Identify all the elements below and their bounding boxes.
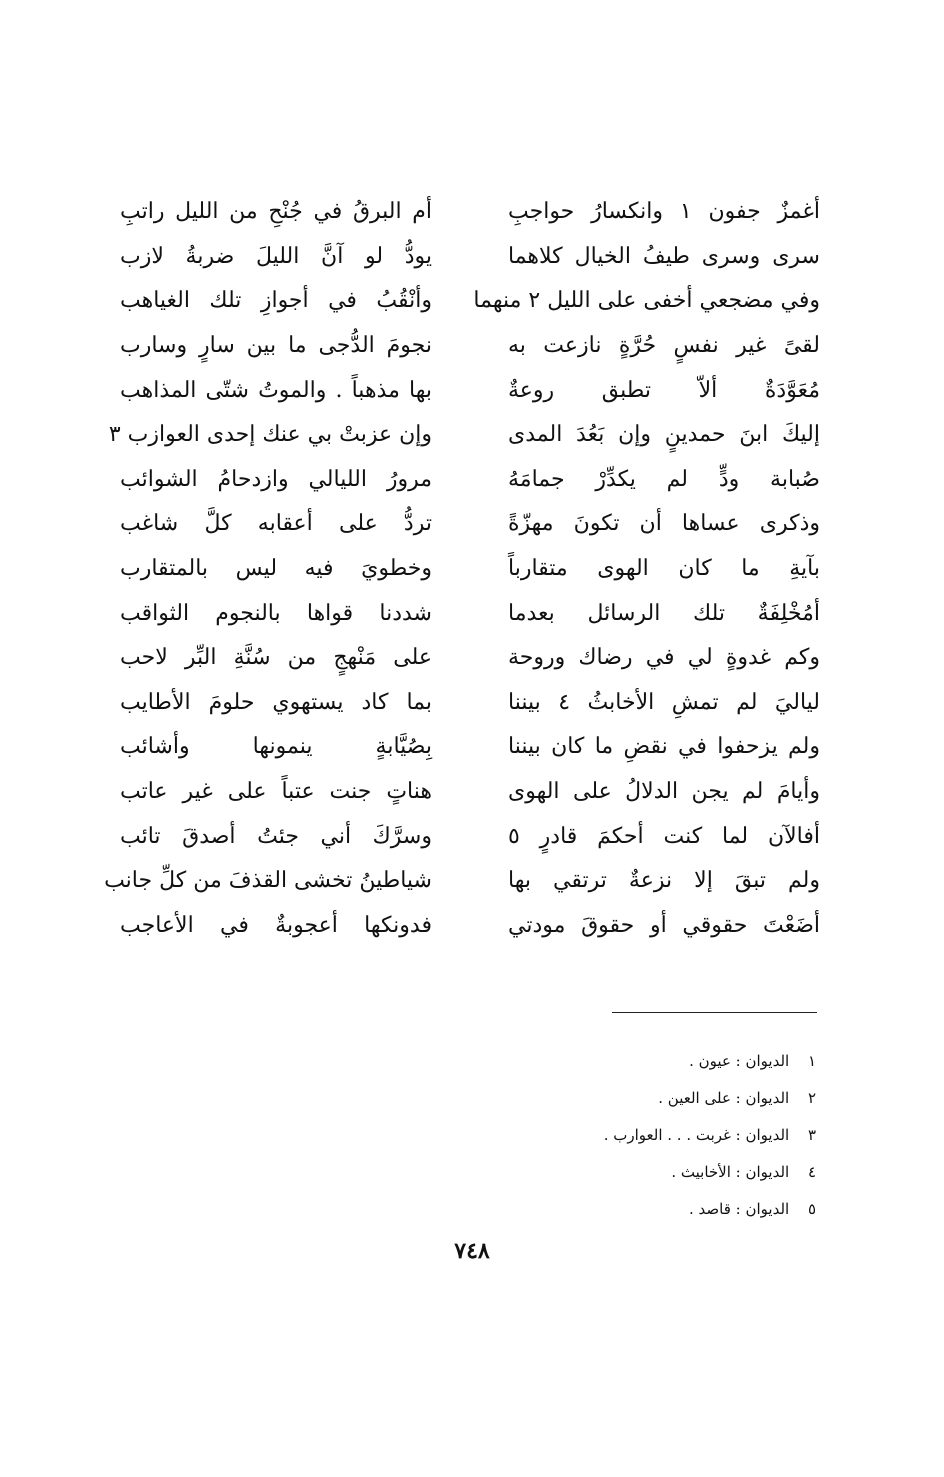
verse-first-hemistich: ولم يزحفوا في نقضِ ما كان بيننا (508, 734, 820, 760)
verse-second-hemistich: يودُّ لو آنَّ الليلَ ضربةُ لازب (120, 243, 432, 269)
verse-first-hemistich: مُعَوَّدَةٌ ألاّ تطبق روعةٌ (508, 377, 820, 403)
verse (120, 591, 820, 636)
verse (120, 725, 820, 770)
footnote-text: الديوان : قاصد . (689, 1200, 790, 1218)
verse-second-hemistich: شددنا قواها بالنجوم الثواقب (120, 600, 432, 626)
footnote-text: الديوان : على العين . (658, 1089, 790, 1107)
footnote-number: ٣ (807, 1126, 816, 1144)
verse (120, 904, 820, 949)
page-number: ٧٤٨ (454, 1238, 490, 1264)
verse-second-hemistich: تردُّ على أعقابه كلَّ شاغب (120, 511, 432, 537)
verse-first-hemistich: صُبابة ودٍّ لم يكدِّرْ جمامَهُ (508, 466, 820, 492)
verse-first-hemistich: وفي مضجعي أخفى على الليل ٢ منهما (473, 288, 820, 314)
verse-first-hemistich: إليكَ ابنَ حمدينٍ وإن بَعُدَ المدى (508, 422, 820, 448)
verse (120, 324, 820, 369)
verse-second-hemistich: مرورُ الليالي وازدحامُ الشوائب (120, 466, 432, 492)
verse (120, 458, 820, 503)
verse-first-hemistich: لياليَ لم تمشِ الأخابثُ ٤ بيننا (508, 689, 820, 715)
verse (108, 413, 820, 458)
verse-second-hemistich: بها مذهباً . والموتُ شتّى المذاهب (120, 377, 432, 403)
verse-first-hemistich: ولم تبقَ إلا نزعةٌ ترتقي بها (508, 868, 820, 894)
verse-first-hemistich: وكم غدوةٍ لي في رضاك وروحة (508, 645, 820, 671)
verse (120, 814, 820, 859)
footnote (456, 1043, 816, 1080)
footnote-text: الديوان : الأخابيث . (671, 1163, 790, 1181)
verse (104, 859, 820, 904)
footnote (456, 1080, 816, 1117)
verse-second-hemistich: وسرَّكَ أني جئتُ أصدقَ تائب (120, 823, 432, 849)
verse-first-hemistich: أفالآن لما كنت أحكمَ قادرٍ ٥ (508, 823, 820, 849)
verse-first-hemistich: بآيةِ ما كان الهوى متقارباً (508, 556, 820, 582)
footnote-number: ٥ (807, 1200, 816, 1218)
verse-first-hemistich: أضَعْتَ حقوقي أو حقوقَ مودتي (508, 912, 820, 938)
verse-second-hemistich: نجومَ الدُّجى ما بين سارٍ وسارب (120, 333, 432, 359)
footnote-number: ٤ (807, 1163, 816, 1181)
verse-first-hemistich: أغمزٌ جفون ١ وانكسارُ حواجبِ (508, 199, 820, 225)
verse-second-hemistich: على مَنْهجٍ من سُنَّةِ البِّر لاحب (120, 645, 432, 671)
verse-second-hemistich: وأنْقُبُ في أجوازِ تلك الغياهب (120, 288, 432, 314)
verse (120, 279, 820, 324)
verse-second-hemistich: هناتٍ جنت عتباً على غير عاتب (120, 779, 432, 805)
verse-second-hemistich: بِصُيَّابةٍ ينمونها وأشائب (120, 734, 432, 760)
verse-first-hemistich: أمُخْلِفَةٌ تلك الرسائل بعدما (508, 600, 820, 626)
footnote-text: الديوان : غربت . . . العوارب . (603, 1126, 790, 1144)
verse-first-hemistich: سرى وسرى طيفُ الخيال كلاهما (508, 243, 820, 269)
verse-second-hemistich: فدونكها أعجوبةٌ في الأعاجب (120, 912, 432, 938)
footnote (456, 1154, 816, 1191)
footnote (456, 1191, 816, 1228)
footnote-number: ١ (807, 1052, 816, 1070)
verse (120, 368, 820, 413)
verse (120, 190, 820, 235)
verse-first-hemistich: لقىً غير نفسٍ حُرَّةٍ نازعت به (508, 333, 820, 359)
verse (120, 547, 820, 592)
verse-second-hemistich: بما كاد يستهوي حلومَ الأطايب (120, 689, 432, 715)
footnote-text: الديوان : عيون . (689, 1052, 790, 1070)
verse-first-hemistich: وذكرى عساها أن تكونَ مهزّةً (508, 511, 820, 537)
verse-second-hemistich: وخطويَ فيه ليس بالمتقارب (120, 556, 432, 582)
verse (120, 636, 820, 681)
verse (120, 502, 820, 547)
footnote (456, 1117, 816, 1154)
footnote-number: ٢ (807, 1089, 816, 1107)
verse (120, 681, 820, 726)
footnotes (456, 1043, 816, 1228)
verse-second-hemistich: شياطينُ تخشى القذفَ من كلِّ جانب (104, 868, 432, 894)
verse-first-hemistich: وأيامَ لم يجن الدلالُ على الهوى (508, 779, 820, 805)
verse (120, 235, 820, 280)
verse (120, 770, 820, 815)
footnote-separator (612, 1012, 817, 1013)
verse-second-hemistich: أم البرقُ في جُنْحِ من الليل راتبِ (120, 199, 432, 225)
poem (104, 190, 820, 948)
verse-second-hemistich: وإن عزبتْ بي عنك إحدى العوازب ٣ (108, 422, 432, 448)
